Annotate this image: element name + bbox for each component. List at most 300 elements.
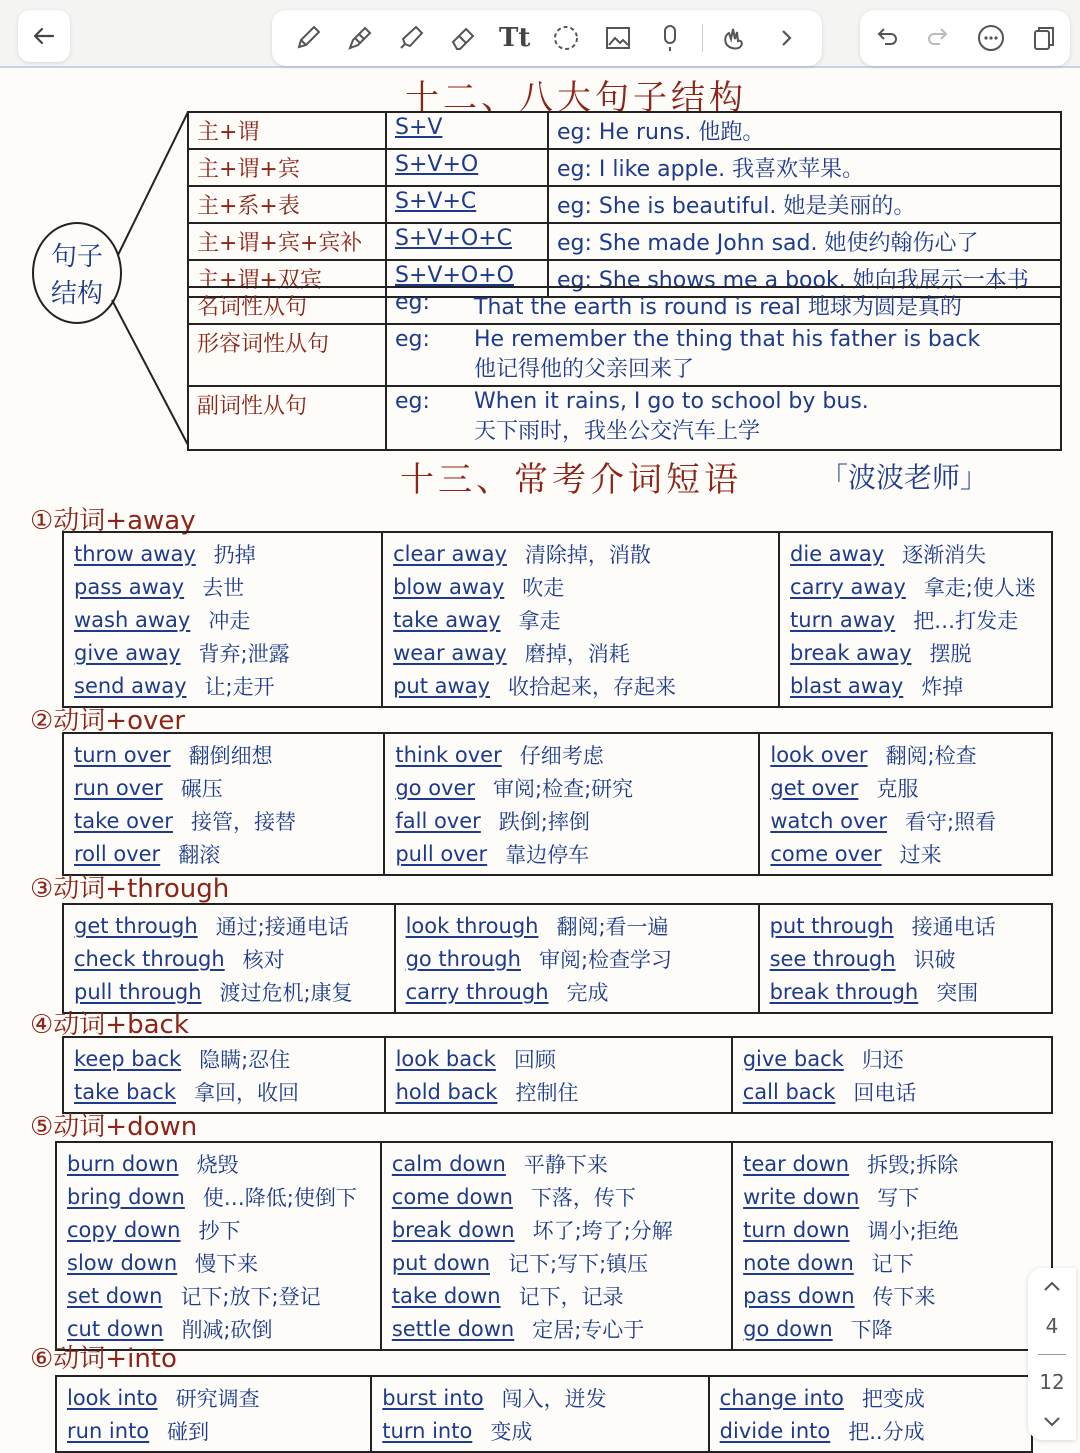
phrase-chinese: 把..分成 xyxy=(848,1419,925,1444)
phrase-chinese: 靠边停车 xyxy=(505,842,590,867)
total-pages: 12 xyxy=(1039,1370,1065,1395)
phrase-chinese: 收拾起来，存起来 xyxy=(507,674,676,699)
phrase-column xyxy=(56,1142,381,1350)
phrase-chinese: 记下，记录 xyxy=(518,1284,624,1309)
highlighter-tool[interactable] xyxy=(391,18,431,58)
image-tool[interactable] xyxy=(598,18,638,58)
phrase-item xyxy=(770,975,1041,1008)
phrase-english: blast away xyxy=(790,673,904,698)
phrase-english: set down xyxy=(67,1283,163,1308)
phrase-item xyxy=(720,1381,1021,1414)
structure-example: eg: He runs. 他跑。 xyxy=(548,112,1061,149)
phrase-chinese: 闯入，迸发 xyxy=(501,1386,607,1411)
phrase-item xyxy=(392,1246,721,1279)
table-row xyxy=(188,112,1061,149)
phrase-chinese: 碾压 xyxy=(180,776,223,801)
phrase-english: burst into xyxy=(382,1385,484,1410)
phrase-item xyxy=(393,570,768,603)
phrase-item xyxy=(790,570,1041,603)
phrase-chinese: 接管，接替 xyxy=(190,809,296,834)
phrase-chinese: 回电话 xyxy=(853,1080,917,1105)
phrase-english: get over xyxy=(770,775,859,800)
phrase-english: fall over xyxy=(395,808,481,833)
phrase-item xyxy=(406,942,748,975)
phrase-chinese: 使…降低;使倒下 xyxy=(202,1185,357,1210)
phrase-item xyxy=(743,1147,1041,1180)
table-row xyxy=(188,324,1061,386)
table-row xyxy=(188,223,1061,260)
text-tool-icon: Tt xyxy=(499,23,531,53)
phrase-chinese: 磨掉，消耗 xyxy=(524,641,630,666)
phrase-english: die away xyxy=(790,541,885,566)
structure-kind: 主+谓+宾+宾补 xyxy=(188,223,386,260)
phrase-english: turn over xyxy=(74,742,171,767)
mic-tool[interactable] xyxy=(650,18,690,58)
phrase-chinese: 写下 xyxy=(877,1185,920,1210)
clause-table xyxy=(187,286,1062,451)
phrase-table xyxy=(62,531,1053,708)
phrase-chinese: 克服 xyxy=(876,776,919,801)
pen-icon xyxy=(345,23,375,53)
phrase-english: look through xyxy=(405,913,539,938)
image-icon xyxy=(603,23,633,53)
structure-pattern: S+V+O+C xyxy=(386,223,548,260)
highlighter-icon xyxy=(396,23,426,53)
phrase-chinese: 坏了;垮了;分解 xyxy=(532,1218,673,1243)
clause-example xyxy=(466,287,1061,324)
phrase-item xyxy=(393,636,768,669)
phrase-chinese: 冲走 xyxy=(208,608,251,633)
clause-example xyxy=(466,386,1061,450)
lasso-tool[interactable] xyxy=(546,18,586,58)
undo-icon xyxy=(871,23,901,53)
phrase-english: put through xyxy=(769,913,894,938)
page-divider xyxy=(1038,1354,1066,1355)
phrase-chinese: 定居;专心于 xyxy=(532,1317,645,1342)
pencil-tool[interactable] xyxy=(288,18,328,58)
phrase-chinese: 拿走;使人迷 xyxy=(923,575,1036,600)
phrase-chinese: 翻阅;检查 xyxy=(885,743,977,768)
phrase-column xyxy=(63,904,395,1013)
phrase-column xyxy=(395,904,759,1013)
phrase-english: put away xyxy=(393,673,490,698)
pencil-icon xyxy=(293,23,323,53)
phrase-english: think over xyxy=(395,742,502,767)
pages-button[interactable] xyxy=(1024,18,1064,58)
phrase-item xyxy=(396,1075,721,1108)
structure-pattern: S+V+O xyxy=(386,149,548,186)
phrase-item xyxy=(67,1381,360,1414)
phrase-english: wash away xyxy=(74,607,191,632)
phrase-english: carry away xyxy=(790,574,906,599)
phrase-column xyxy=(384,733,759,875)
phrase-item xyxy=(720,1414,1021,1447)
phrase-chinese: 调小;拒绝 xyxy=(867,1218,959,1243)
phrase-chinese: 审阅;检查;研究 xyxy=(493,776,634,801)
phrase-chinese: 下降 xyxy=(850,1317,893,1342)
phrase-chinese: 核对 xyxy=(242,947,285,972)
phrase-item xyxy=(790,636,1041,669)
clause-eg: eg: xyxy=(386,287,466,324)
phrase-item xyxy=(392,1213,721,1246)
phrase-chinese: 拆毁;拆除 xyxy=(867,1152,959,1177)
phrase-chinese: 背弃;泄露 xyxy=(198,641,290,666)
pages-icon xyxy=(1029,23,1059,53)
clause-example-line1: When it rains, I go to school by bus. xyxy=(474,389,869,414)
group-heading: ④动词+back xyxy=(30,1010,189,1040)
current-page: 4 xyxy=(1045,1313,1059,1338)
clause-example-line1: He remember the thing that his father is back xyxy=(474,327,981,352)
phrase-english: get through xyxy=(74,913,198,938)
phrase-item xyxy=(74,837,373,870)
more-icon xyxy=(976,23,1006,53)
phrase-english: calm down xyxy=(391,1151,506,1176)
phrase-english: look into xyxy=(67,1385,158,1410)
phrase-english: pull over xyxy=(395,841,488,866)
phrase-chinese: 传下来 xyxy=(872,1284,936,1309)
phrase-chinese: 扔掉 xyxy=(213,542,256,567)
clause-kind: 名词性从句 xyxy=(188,287,386,324)
structure-kind: 主+谓 xyxy=(188,112,386,149)
phrase-item xyxy=(743,1180,1041,1213)
phrase-item xyxy=(74,669,371,702)
structure-example: eg: She made John sad. 她使约翰伤心了 xyxy=(548,223,1061,260)
history-controls xyxy=(860,10,1070,66)
chevron-up-icon[interactable] xyxy=(1041,1276,1063,1298)
phrase-english: come over xyxy=(770,841,882,866)
phrase-chinese: 识破 xyxy=(913,947,956,972)
phrase-column xyxy=(63,1037,385,1113)
lasso-icon xyxy=(551,23,581,53)
group-heading: ①动词+away xyxy=(30,506,196,536)
phrase-chinese: 归还 xyxy=(861,1047,904,1072)
phrase-item xyxy=(67,1246,370,1279)
phrase-column xyxy=(382,532,779,707)
phrase-english: run over xyxy=(74,775,163,800)
phrase-english: pull through xyxy=(74,979,202,1004)
phrase-table xyxy=(55,1375,1033,1453)
phrase-chinese: 让;走开 xyxy=(204,674,275,699)
phrase-chinese: 削减;砍倒 xyxy=(181,1317,273,1342)
more-tools-button[interactable] xyxy=(766,18,806,58)
phrase-english: roll over xyxy=(74,841,161,866)
phrase-english: break through xyxy=(769,979,919,1004)
structure-example: eg: I like apple. 我喜欢苹果。 xyxy=(548,149,1061,186)
phrase-chinese: 隐瞒;忍住 xyxy=(199,1047,291,1072)
phrase-english: take down xyxy=(391,1283,501,1308)
phrase-chinese: 看守;照看 xyxy=(905,809,997,834)
phrase-chinese: 碰到 xyxy=(167,1419,210,1444)
phrase-chinese: 仔细考虑 xyxy=(519,743,604,768)
phrase-chinese: 炸掉 xyxy=(921,674,964,699)
clause-example-line1: That the earth is round is real 地球为圆是真的 xyxy=(474,295,962,320)
phrase-english: throw away xyxy=(74,541,196,566)
group-heading: ⑤动词+down xyxy=(30,1112,198,1142)
phrase-english: divide into xyxy=(719,1418,831,1443)
phrase-english: carry through xyxy=(405,979,549,1004)
phrase-english: take back xyxy=(74,1079,177,1104)
phrase-item xyxy=(74,909,384,942)
more-button[interactable] xyxy=(971,18,1011,58)
chevron-down-icon[interactable] xyxy=(1041,1410,1063,1432)
gesture-tool[interactable] xyxy=(714,18,754,58)
phrase-english: turn into xyxy=(382,1418,473,1443)
phrase-column xyxy=(371,1376,708,1452)
phrase-chinese: 翻倒细想 xyxy=(188,743,273,768)
phrase-item xyxy=(67,1180,370,1213)
phrase-column xyxy=(709,1376,1032,1452)
phrase-item xyxy=(395,804,748,837)
phrase-english: write down xyxy=(743,1184,860,1209)
phrase-item xyxy=(67,1279,370,1312)
phrase-english: take away xyxy=(393,607,501,632)
phrase-column xyxy=(381,1142,732,1350)
phrase-column xyxy=(779,532,1052,707)
phrase-column xyxy=(63,733,384,875)
phrase-chinese: 翻阅;看一遍 xyxy=(556,914,669,939)
phrase-english: look over xyxy=(770,742,868,767)
phrase-chinese: 记下;放下;登记 xyxy=(180,1284,321,1309)
table-row xyxy=(63,733,1052,875)
redo-button[interactable] xyxy=(919,18,959,58)
phrase-item xyxy=(392,1180,721,1213)
phrase-item xyxy=(396,1042,721,1075)
phrase-item xyxy=(395,771,748,804)
phrase-chinese: 研究调查 xyxy=(175,1386,260,1411)
section-12-title: 十二、八大句子结构 xyxy=(405,78,747,118)
structure-example: eg: She shows me a book. 她向我展示一本书 xyxy=(548,260,1061,297)
phrase-english: change into xyxy=(719,1385,844,1410)
phrase-item xyxy=(382,1381,697,1414)
phrase-chinese: 摆脱 xyxy=(929,641,972,666)
phrase-item xyxy=(392,1312,721,1345)
phrase-item xyxy=(74,570,371,603)
mic-icon xyxy=(655,23,685,53)
phrase-item xyxy=(770,909,1041,942)
table-row xyxy=(63,1037,1052,1113)
phrase-item xyxy=(770,837,1041,870)
phrase-chinese: 烧毁 xyxy=(196,1152,239,1177)
phrase-item xyxy=(770,738,1041,771)
structure-pattern: S+V+O+O xyxy=(386,260,548,297)
phrase-item xyxy=(770,942,1041,975)
phrase-english: copy down xyxy=(67,1217,181,1242)
eraser-icon xyxy=(448,23,478,53)
structure-pattern: S+V+C xyxy=(386,186,548,223)
phrase-english: break away xyxy=(790,640,912,665)
phrase-item xyxy=(382,1414,697,1447)
phrase-english: give away xyxy=(74,640,181,665)
structure-example: eg: She is beautiful. 她是美丽的。 xyxy=(548,186,1061,223)
phrase-english: send away xyxy=(74,673,187,698)
phrase-chinese: 跌倒;摔倒 xyxy=(498,809,590,834)
phrase-table xyxy=(62,732,1053,876)
table-row xyxy=(188,386,1061,450)
phrase-item xyxy=(74,738,373,771)
phrase-english: turn away xyxy=(790,607,896,632)
phrase-column xyxy=(759,733,1052,875)
phrase-item xyxy=(67,1414,360,1447)
phrase-english: pass away xyxy=(74,574,185,599)
phrase-english: blow away xyxy=(393,574,505,599)
phrase-chinese: 平静下来 xyxy=(523,1152,608,1177)
phrase-item xyxy=(74,603,371,636)
phrase-english: run into xyxy=(67,1418,150,1443)
phrase-column xyxy=(385,1037,732,1113)
clause-eg: eg: xyxy=(386,324,466,386)
structure-kind: 主+谓+双宾 xyxy=(188,260,386,297)
phrase-chinese: 把…打发走 xyxy=(913,608,1019,633)
phrase-item xyxy=(743,1042,1041,1075)
phrase-item xyxy=(395,837,748,870)
clause-kind: 副词性从句 xyxy=(188,386,386,450)
phrase-english: hold back xyxy=(395,1079,498,1104)
phrase-english: settle down xyxy=(391,1316,515,1341)
phrase-chinese: 审阅;检查学习 xyxy=(538,947,673,972)
group-heading: ⑥动词+into xyxy=(30,1344,177,1374)
phrase-table xyxy=(62,903,1053,1014)
phrase-table xyxy=(55,1141,1053,1351)
chevron-right-icon xyxy=(771,23,801,53)
phrase-chinese: 突围 xyxy=(936,980,979,1005)
table-row xyxy=(56,1376,1032,1452)
table-row xyxy=(56,1142,1052,1350)
phrase-chinese: 记下;写下;镇压 xyxy=(508,1251,649,1276)
phrase-chinese: 吹走 xyxy=(522,575,565,600)
phrase-english: break down xyxy=(391,1217,515,1242)
phrase-item xyxy=(743,1279,1041,1312)
clause-kind: 形容词性从句 xyxy=(188,324,386,386)
pen-tool[interactable] xyxy=(340,18,380,58)
phrase-english: call back xyxy=(742,1079,836,1104)
table-row xyxy=(188,186,1061,223)
phrase-chinese: 慢下来 xyxy=(195,1251,259,1276)
phrase-item xyxy=(74,1042,374,1075)
table-row xyxy=(188,287,1061,324)
group-heading: ②动词+over xyxy=(30,706,186,736)
table-row xyxy=(63,532,1052,707)
clause-example-line2: 天下雨时，我坐公交汽车上学 xyxy=(474,419,761,444)
structure-kind: 主+谓+宾 xyxy=(188,149,386,186)
phrase-chinese: 清除掉，消散 xyxy=(524,542,651,567)
phrase-english: pass down xyxy=(743,1283,855,1308)
phrase-item xyxy=(790,603,1041,636)
phrase-chinese: 变成 xyxy=(490,1419,533,1444)
phrase-item xyxy=(392,1147,721,1180)
clause-example-line2: 他记得他的父亲回来了 xyxy=(474,357,695,382)
phrase-item xyxy=(770,804,1041,837)
structure-pattern: S+V xyxy=(386,112,548,149)
phrase-chinese: 过来 xyxy=(899,842,942,867)
phrase-chinese: 抄下 xyxy=(198,1218,241,1243)
phrase-english: turn down xyxy=(743,1217,850,1242)
phrase-chinese: 翻滚 xyxy=(178,842,221,867)
phrase-chinese: 把变成 xyxy=(861,1386,925,1411)
bubble-text-line1: 句子 xyxy=(50,242,103,272)
clause-eg: eg: xyxy=(386,386,466,450)
phrase-english: see through xyxy=(769,946,896,971)
phrase-english: clear away xyxy=(393,541,507,566)
phrase-item xyxy=(67,1213,370,1246)
phrase-item xyxy=(74,942,384,975)
phrase-item xyxy=(790,669,1041,702)
phrase-chinese: 接通电话 xyxy=(911,914,996,939)
phrase-item xyxy=(743,1075,1041,1108)
eraser-tool[interactable] xyxy=(443,18,483,58)
phrase-column xyxy=(56,1376,371,1452)
bubble-text-line2: 结构 xyxy=(50,279,103,309)
phrase-item xyxy=(770,771,1041,804)
structure-kind: 主+系+表 xyxy=(188,186,386,223)
phrase-chinese: 通过;接通电话 xyxy=(215,914,349,939)
phrase-english: watch over xyxy=(770,808,887,833)
phrase-chinese: 渡过危机;康复 xyxy=(219,980,353,1005)
phrase-english: burn down xyxy=(67,1151,179,1176)
phrase-english: take over xyxy=(74,808,173,833)
phrase-english: check through xyxy=(74,946,225,971)
phrase-item xyxy=(74,804,373,837)
phrase-english: keep back xyxy=(74,1046,182,1071)
drawing-tools xyxy=(272,10,822,66)
table-row xyxy=(63,904,1052,1013)
gesture-icon xyxy=(719,23,749,53)
phrase-item xyxy=(743,1312,1041,1345)
phrase-item xyxy=(393,669,768,702)
phrase-item xyxy=(406,909,748,942)
phrase-item xyxy=(393,603,768,636)
phrase-item xyxy=(406,975,748,1008)
phrase-english: look back xyxy=(395,1046,496,1071)
group-heading: ③动词+through xyxy=(30,874,230,904)
section-13-title: 十三、常考介词短语 xyxy=(400,460,742,500)
undo-button[interactable] xyxy=(866,18,906,58)
phrase-english: go down xyxy=(743,1316,833,1341)
phrase-english: tear down xyxy=(743,1151,850,1176)
phrase-table xyxy=(62,1036,1053,1114)
phrase-item xyxy=(392,1279,721,1312)
phrase-column xyxy=(759,904,1052,1013)
phrase-english: bring down xyxy=(67,1184,185,1209)
phrase-item xyxy=(743,1246,1041,1279)
phrase-chinese: 记下 xyxy=(871,1251,914,1276)
phrase-chinese: 拿走 xyxy=(518,608,561,633)
phrase-chinese: 逐渐消失 xyxy=(902,542,987,567)
phrase-english: put down xyxy=(391,1250,491,1275)
bubble-connector-lines xyxy=(0,0,200,460)
sentence-structure-table xyxy=(187,111,1062,298)
phrase-item xyxy=(74,537,371,570)
phrase-chinese: 拿回，收回 xyxy=(194,1080,300,1105)
phrase-english: wear away xyxy=(393,640,507,665)
phrase-chinese: 回顾 xyxy=(513,1047,556,1072)
phrase-english: come down xyxy=(391,1184,513,1209)
toolbar-divider xyxy=(702,24,703,52)
text-tool[interactable] xyxy=(495,18,535,58)
clause-example xyxy=(466,324,1061,386)
page-navigator xyxy=(1028,1268,1076,1440)
phrase-column xyxy=(732,1142,1052,1350)
phrase-chinese: 去世 xyxy=(202,575,245,600)
phrase-item xyxy=(74,636,371,669)
phrase-chinese: 完成 xyxy=(566,980,609,1005)
phrase-english: give back xyxy=(742,1046,844,1071)
phrase-english: note down xyxy=(743,1250,854,1275)
phrase-item xyxy=(743,1213,1041,1246)
phrase-english: slow down xyxy=(67,1250,178,1275)
phrase-chinese: 下落，传下 xyxy=(530,1185,636,1210)
redo-icon xyxy=(924,23,954,53)
phrase-english: go over xyxy=(395,775,476,800)
